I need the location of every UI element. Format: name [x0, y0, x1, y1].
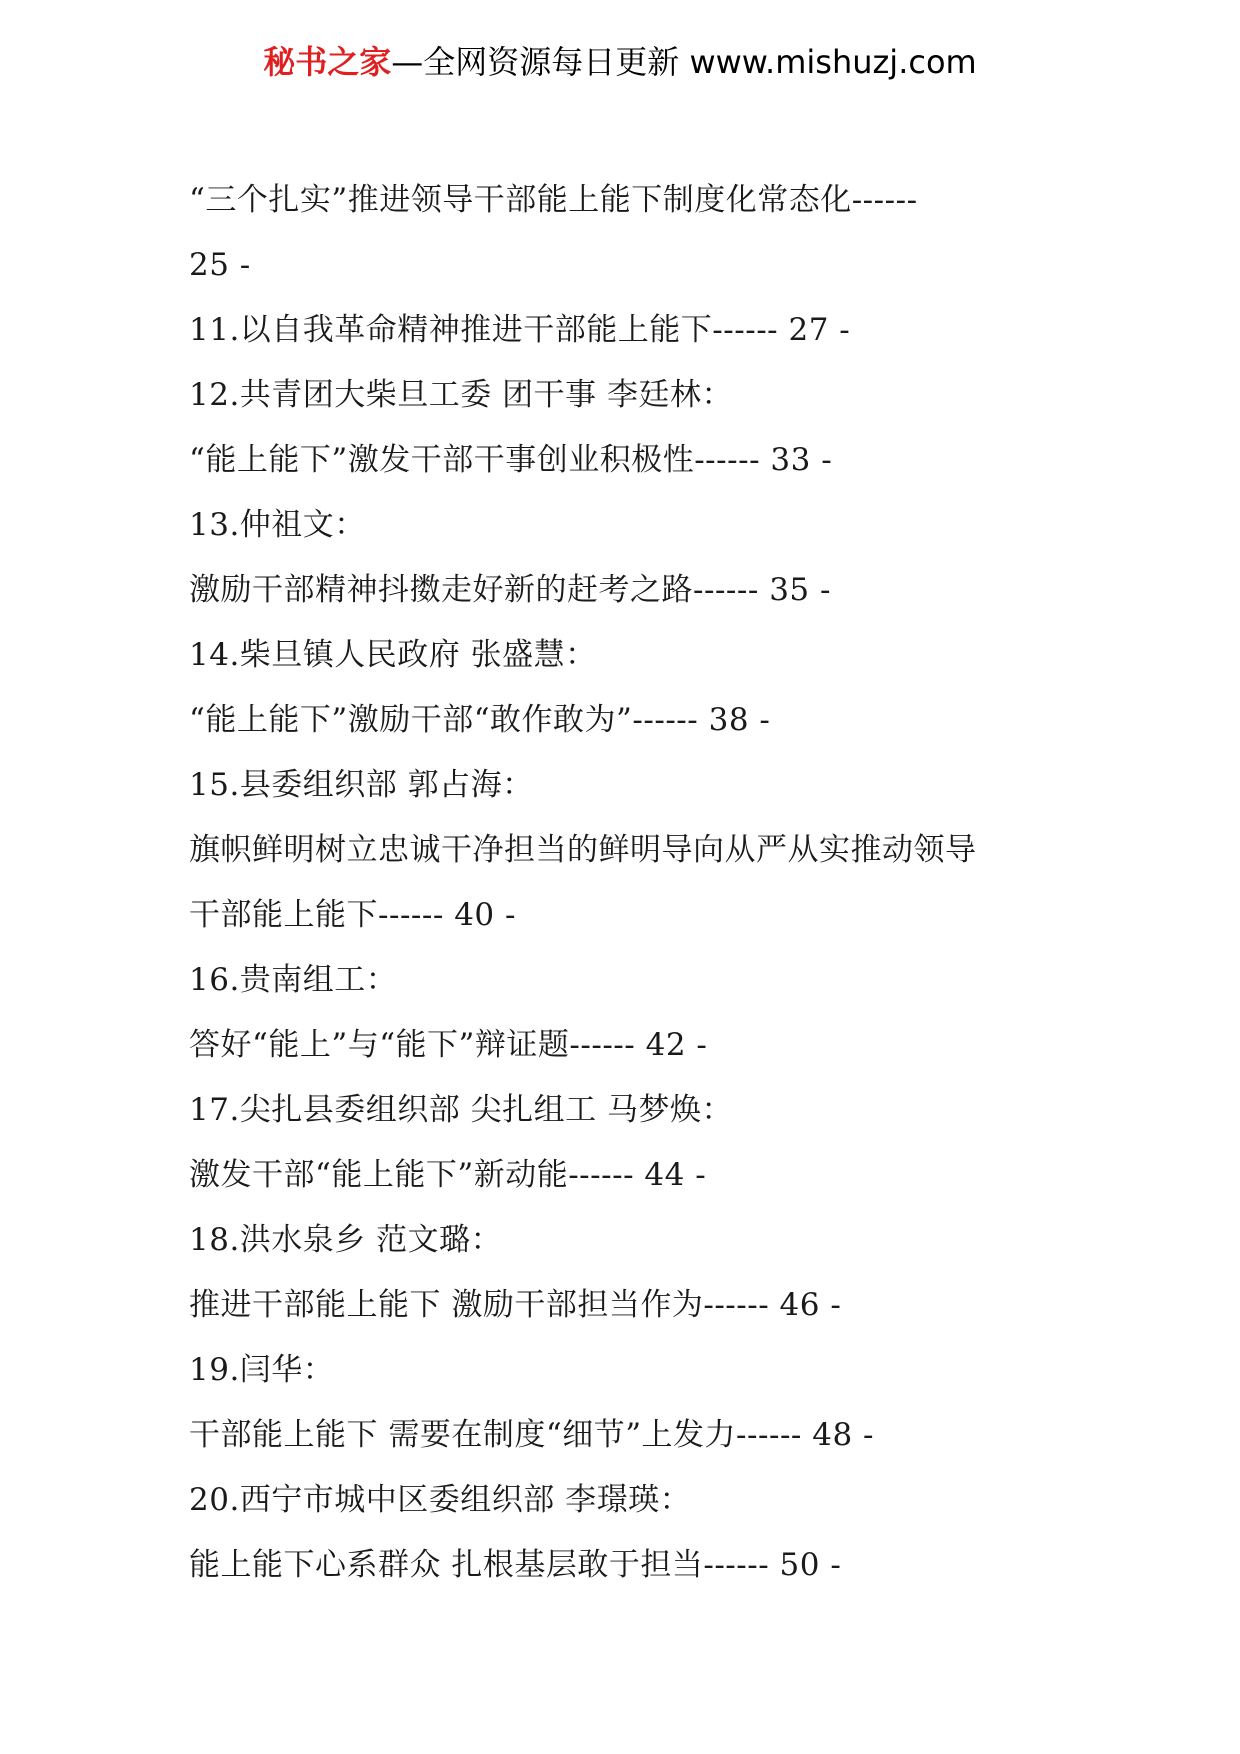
- toc-line: 激发干部“能上能下”新动能------ 44 -: [189, 1157, 707, 1193]
- toc-line: 激励干部精神抖擞走好新的赶考之路------ 35 -: [189, 572, 831, 608]
- toc-line: 11.以自我革命精神推进干部能上能下------ 27 -: [189, 312, 851, 348]
- toc-line: 14.柴旦镇人民政府 张盛慧：: [189, 637, 597, 673]
- toc-line: 能上能下心系群众 扎根基层敢于担当------ 50 -: [189, 1547, 842, 1583]
- site-header: [0, 40, 1240, 84]
- brand-name: 秘书之家: [263, 43, 392, 81]
- toc-line: 20.西宁市城中区委组织部 李璟瑛：: [189, 1482, 692, 1518]
- toc-line: 旗帜鲜明树立忠诚干净担当的鲜明导向从严从实推动领导: [189, 832, 977, 868]
- toc-line: “能上能下”激励干部“敢作敢为”------ 38 -: [189, 702, 771, 738]
- toc-line: 干部能上能下 需要在制度“细节”上发力------ 48 -: [189, 1417, 875, 1453]
- header-tagline: —全网资源每日更新 www.mishuzj.com: [391, 43, 977, 81]
- toc-line: 12.共青团大柴旦工委 团干事 李廷林：: [189, 377, 734, 413]
- toc-line: “能上能下”激发干部干事创业积极性------ 33 -: [189, 442, 833, 478]
- toc-line: 25 -: [189, 247, 251, 283]
- toc-line: 18.洪水泉乡 范文璐：: [189, 1222, 503, 1258]
- toc-line: 19.闫华：: [189, 1352, 335, 1388]
- toc-line: “三个扎实”推进领导干部能上能下制度化常态化------: [189, 182, 918, 218]
- toc-line: 16.贵南组工：: [189, 962, 398, 998]
- toc-line: 干部能上能下------ 40 -: [189, 897, 516, 933]
- toc-line: 推进干部能上能下 激励干部担当作为------ 46 -: [189, 1287, 842, 1323]
- toc-line: 17.尖扎县委组织部 尖扎组工 马梦焕：: [189, 1092, 734, 1128]
- table-of-contents: [189, 168, 1069, 1598]
- toc-line: 15.县委组织部 郭占海：: [189, 767, 534, 803]
- toc-line: 答好“能上”与“能下”辩证题------ 42 -: [189, 1027, 708, 1063]
- toc-line: 13.仲祖文：: [189, 507, 366, 543]
